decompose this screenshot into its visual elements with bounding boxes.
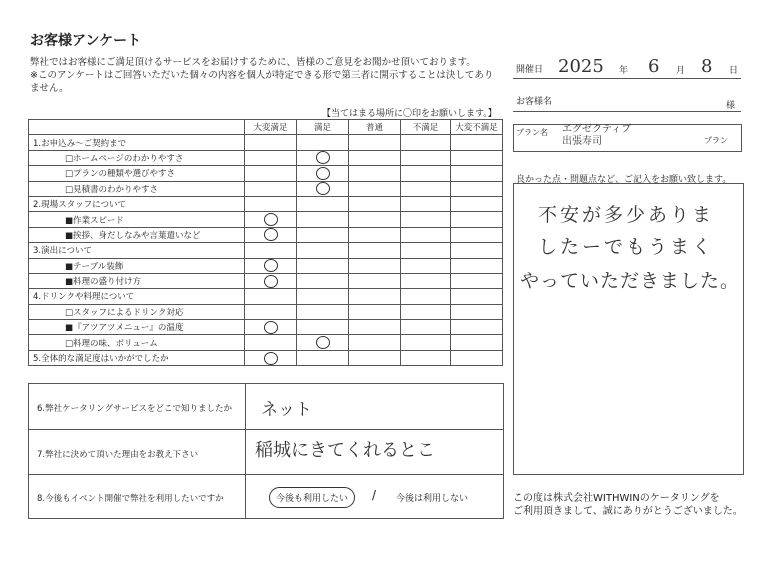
plan-label: プラン名 bbox=[516, 128, 548, 137]
circle-mark bbox=[264, 228, 278, 241]
comment-line-2: したーでもうまく bbox=[538, 236, 715, 258]
item-label: ■作業スピード bbox=[29, 212, 245, 227]
rating-cell[interactable] bbox=[401, 273, 451, 288]
footer-line-2: ご利用頂きまして、誠にありがとうございました。 bbox=[513, 506, 743, 517]
circle-mark bbox=[316, 182, 330, 195]
rating-cell[interactable] bbox=[297, 335, 349, 350]
item-row bbox=[29, 212, 503, 227]
rating-cell[interactable] bbox=[451, 150, 503, 165]
footer-line-1: この度は株式会社WITHWINのケータリングを bbox=[513, 493, 720, 504]
item-label: □料理の味、ボリューム bbox=[29, 335, 245, 350]
rating-header-row bbox=[29, 120, 503, 135]
event-month[interactable]: 6 bbox=[648, 56, 660, 77]
rating-cell[interactable] bbox=[349, 181, 401, 196]
rating-cell[interactable] bbox=[401, 227, 451, 242]
date-underline bbox=[513, 78, 741, 79]
rating-cell[interactable] bbox=[349, 304, 401, 319]
rating-cell[interactable] bbox=[245, 212, 297, 227]
rating-cell[interactable] bbox=[245, 335, 297, 350]
rating-cell[interactable] bbox=[349, 135, 401, 150]
overall-row bbox=[29, 350, 503, 365]
rating-cell[interactable] bbox=[349, 320, 401, 335]
item-row bbox=[29, 304, 503, 319]
rating-cell[interactable] bbox=[297, 350, 349, 365]
year-unit: 年 bbox=[619, 66, 629, 76]
customer-name-label: お客様名 bbox=[516, 97, 553, 107]
rating-cell[interactable] bbox=[451, 350, 503, 365]
rating-cell[interactable] bbox=[451, 227, 503, 242]
item-row bbox=[29, 258, 503, 273]
section-row bbox=[29, 243, 503, 258]
customer-underline[interactable] bbox=[513, 111, 741, 112]
plan-value[interactable]: エグゼクティブ 出張寿司 bbox=[562, 124, 632, 147]
month-unit: 月 bbox=[676, 66, 686, 76]
q8-label: 8.今後もイベント開催で弊社を利用したいですか bbox=[37, 494, 224, 504]
rating-cell[interactable] bbox=[401, 258, 451, 273]
rating-cell[interactable] bbox=[297, 135, 349, 150]
rating-cell[interactable] bbox=[451, 166, 503, 181]
section-title: 3.演出について bbox=[29, 243, 245, 258]
rating-cell[interactable] bbox=[451, 181, 503, 196]
rating-cell[interactable] bbox=[451, 273, 503, 288]
customer-suffix: 様 bbox=[726, 101, 736, 111]
rating-cell[interactable] bbox=[245, 150, 297, 165]
comment-line-1: 不安が多少ありま bbox=[538, 204, 715, 226]
rating-cell[interactable] bbox=[401, 212, 451, 227]
q6-answer[interactable]: ネット bbox=[261, 400, 312, 420]
event-year[interactable]: 2025 bbox=[558, 56, 604, 77]
circle-mark bbox=[264, 259, 278, 272]
rating-cell[interactable] bbox=[297, 273, 349, 288]
rating-cell[interactable] bbox=[297, 227, 349, 242]
rating-header: 大変満足 bbox=[245, 120, 297, 135]
rating-cell[interactable] bbox=[349, 212, 401, 227]
item-row bbox=[29, 150, 503, 165]
rating-header: 不満足 bbox=[401, 120, 451, 135]
rating-cell[interactable] bbox=[349, 258, 401, 273]
event-date-label: 開催日 bbox=[516, 65, 544, 75]
instruction-note: 【当てはまる場所に〇印をお願いします。】 bbox=[322, 109, 497, 119]
rating-cell[interactable] bbox=[245, 227, 297, 242]
item-label: ■料理の盛り付け方 bbox=[29, 273, 245, 288]
rating-cell[interactable] bbox=[349, 335, 401, 350]
rating-cell[interactable] bbox=[451, 135, 503, 150]
section-title: 4.ドリンクや料理について bbox=[29, 289, 245, 304]
circle-mark bbox=[316, 336, 330, 349]
item-row bbox=[29, 166, 503, 181]
rating-cell[interactable] bbox=[349, 350, 401, 365]
plan-suffix: プラン bbox=[704, 136, 728, 145]
item-row bbox=[29, 320, 503, 335]
q7-label: 7.弊社に決めて頂いた理由をお教え下さい bbox=[37, 450, 199, 460]
item-label: □スタッフによるドリンク対応 bbox=[29, 304, 245, 319]
rating-cell[interactable] bbox=[451, 335, 503, 350]
rating-header: 普通 bbox=[349, 120, 401, 135]
section-row bbox=[29, 135, 503, 150]
rating-cell[interactable] bbox=[297, 320, 349, 335]
rating-cell[interactable] bbox=[401, 181, 451, 196]
item-label: ■テーブル装飾 bbox=[29, 258, 245, 273]
rating-cell[interactable] bbox=[451, 212, 503, 227]
q6-label: 6.弊社ケータリングサービスをどこで知りましたか bbox=[37, 404, 232, 414]
satisfaction-table bbox=[28, 119, 503, 366]
circle-mark bbox=[264, 275, 278, 288]
rating-cell[interactable] bbox=[451, 289, 503, 304]
circle-mark bbox=[316, 151, 330, 164]
rating-cell[interactable] bbox=[245, 166, 297, 181]
rating-cell[interactable] bbox=[451, 243, 503, 258]
rating-cell[interactable] bbox=[297, 181, 349, 196]
rating-cell[interactable] bbox=[401, 304, 451, 319]
rating-cell[interactable] bbox=[245, 289, 297, 304]
rating-cell[interactable] bbox=[401, 243, 451, 258]
rating-cell[interactable] bbox=[349, 150, 401, 165]
item-row bbox=[29, 335, 503, 350]
q7-answer[interactable]: 稲城にきてくれるとこ bbox=[255, 440, 435, 461]
rating-cell[interactable] bbox=[245, 304, 297, 319]
rating-cell[interactable] bbox=[349, 273, 401, 288]
circle-mark bbox=[316, 167, 330, 180]
footer-thanks bbox=[513, 492, 743, 518]
q8-separator: / bbox=[372, 488, 377, 502]
rating-cell[interactable] bbox=[451, 304, 503, 319]
rating-cell[interactable] bbox=[297, 150, 349, 165]
rating-cell[interactable] bbox=[401, 335, 451, 350]
event-day[interactable]: 8 bbox=[701, 56, 713, 77]
questions-box bbox=[28, 383, 504, 519]
circle-mark bbox=[264, 213, 278, 226]
rating-cell[interactable] bbox=[349, 227, 401, 242]
rating-cell[interactable] bbox=[451, 258, 503, 273]
rating-cell[interactable] bbox=[349, 243, 401, 258]
rating-cell[interactable] bbox=[245, 135, 297, 150]
rating-cell[interactable] bbox=[297, 243, 349, 258]
item-row bbox=[29, 181, 503, 196]
questions-divider bbox=[245, 384, 246, 518]
item-row bbox=[29, 227, 503, 242]
rating-cell[interactable] bbox=[245, 273, 297, 288]
item-row bbox=[29, 273, 503, 288]
rating-cell[interactable] bbox=[349, 289, 401, 304]
rating-cell[interactable] bbox=[401, 320, 451, 335]
row-divider bbox=[29, 429, 503, 430]
intro-line-2: ※このアンケートはご回答いただいた個々の内容を個人が特定できる形で第三者に開示することは決してありません。 bbox=[30, 70, 494, 94]
rating-cell[interactable] bbox=[297, 166, 349, 181]
rating-header: 大変不満足 bbox=[451, 120, 503, 135]
rating-cell[interactable] bbox=[245, 350, 297, 365]
q8-option-use-again[interactable]: 今後も利用したい bbox=[269, 487, 355, 508]
item-label: ■挨拶、身だしなみや言葉遣いなど bbox=[29, 227, 245, 242]
item-label: □見積書のわかりやすさ bbox=[29, 181, 245, 196]
rating-cell[interactable] bbox=[245, 243, 297, 258]
section-row bbox=[29, 196, 503, 211]
rating-cell[interactable] bbox=[451, 320, 503, 335]
rating-cell[interactable] bbox=[297, 258, 349, 273]
rating-header: 満足 bbox=[297, 120, 349, 135]
day-unit: 日 bbox=[729, 66, 739, 76]
circle-mark bbox=[264, 352, 278, 365]
rating-cell[interactable] bbox=[297, 212, 349, 227]
rating-cell[interactable] bbox=[297, 304, 349, 319]
item-label: □プランの種類や選びやすさ bbox=[29, 166, 245, 181]
overall-label: 5.全体的な満足度はいかがでしたか bbox=[29, 350, 245, 365]
rating-cell[interactable] bbox=[297, 196, 349, 211]
rating-cell[interactable] bbox=[401, 289, 451, 304]
q8-option-not-use[interactable]: 今後は利用しない bbox=[396, 494, 469, 504]
rating-cell[interactable] bbox=[401, 166, 451, 181]
header-blank bbox=[29, 120, 245, 135]
comment-line-3: やっていただきました。 bbox=[520, 270, 741, 292]
rating-cell[interactable] bbox=[401, 196, 451, 211]
rating-cell[interactable] bbox=[349, 166, 401, 181]
rating-cell[interactable] bbox=[245, 181, 297, 196]
row-divider bbox=[29, 474, 503, 475]
comment-label: 良かった点・問題点など、ご記入をお願い致します。 bbox=[516, 175, 732, 185]
rating-cell[interactable] bbox=[297, 289, 349, 304]
circle-mark bbox=[264, 321, 278, 334]
section-row bbox=[29, 289, 503, 304]
rating-cell[interactable] bbox=[349, 196, 401, 211]
section-title: 1.お申込み～ご契約まで bbox=[29, 135, 245, 150]
rating-cell[interactable] bbox=[245, 320, 297, 335]
rating-cell[interactable] bbox=[245, 196, 297, 211]
intro-line-1: 弊社ではお客様にご満足頂けるサービスをお届けするために、皆様のご意見をお聞かせ頂いております。 bbox=[30, 57, 476, 68]
page-title: お客様アンケート bbox=[30, 33, 142, 49]
rating-cell[interactable] bbox=[401, 150, 451, 165]
rating-cell[interactable] bbox=[401, 135, 451, 150]
rating-cell[interactable] bbox=[401, 350, 451, 365]
rating-cell[interactable] bbox=[451, 196, 503, 211]
intro-text bbox=[30, 56, 500, 95]
item-label: □ホームページのわかりやすさ bbox=[29, 150, 245, 165]
section-title: 2.現場スタッフについて bbox=[29, 196, 245, 211]
rating-cell[interactable] bbox=[245, 258, 297, 273]
item-label: ■『アツアツメニュー』の温度 bbox=[29, 320, 245, 335]
